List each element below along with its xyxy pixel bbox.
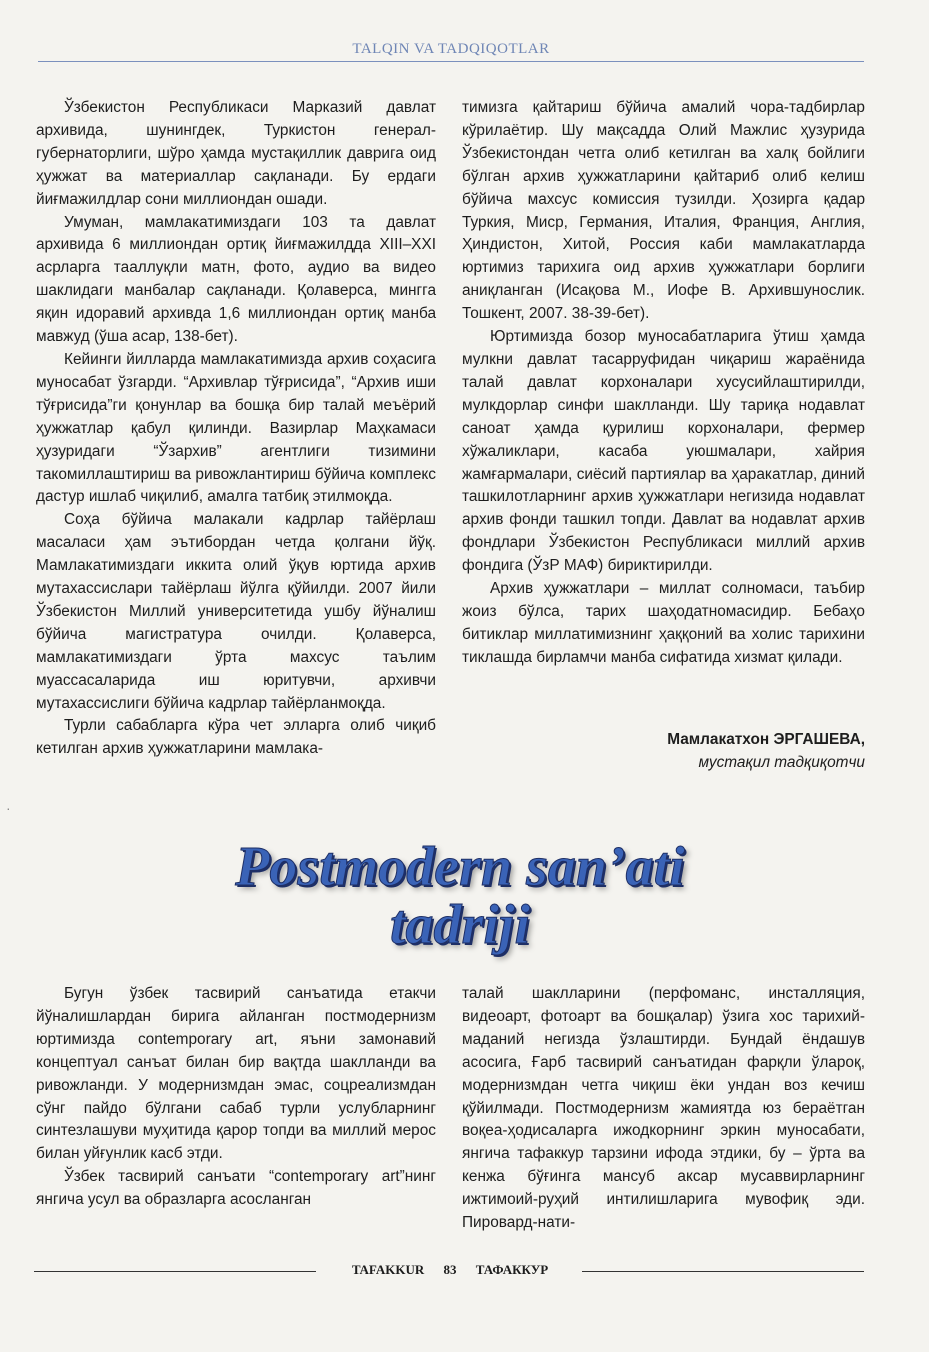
journal-name-latin: TAFAKKUR [351,1262,425,1277]
page-number: 83 [443,1262,457,1277]
paragraph: Умуман, мамлакатимиздаги 103 та давлат архивида 6 миллиондан ортиқ йиғмажилдда XIII–XXI асрларга тааллуқли матн, фото, аудио ва видео шаклидаги манбалар сақланади. Қолаверса, мингга яқин идоравий архивда 1,6 миллиондан ортиқ манба мавжуд (ўша асар, 138-бет). [36,213,436,346]
title-line: tadriji [389,894,531,956]
header-rule [38,61,864,62]
page-footer [34,1262,864,1282]
paragraph: Архив ҳужжатлари – миллат солномаси, таъбир жоиз бўлса, тарих шаҳодатномасидир. Бебаҳо битиклар миллатимизнинг ҳаққоний ва холис тарихини тиклашда бирламчи манба сифатида хизмат қилади. [462,580,865,666]
paragraph: Ўзбекистон Республикаси Марказий давлат архивида, шунингдек, Туркистон генерал-губернаторлиги, шўро ҳамда мустақиллик даврига оид ҳужжат ва материаллар сақланади. Бу ердаги йиғмажилдлар сони миллиондан ошади. [36,99,436,208]
article1-right-column [462,97,865,670]
paragraph: тимизга қайтариш бўйича амалий чора-тадбирлар кўрилаётир. Шу мақсадда Олий Мажлис ҳузурида Ўзбекистондан четга олиб кетилган ва халқ бойлиги бўлган архив ҳужжатларини қайтариб олиб келиш бўйича махсус комиссия тузилди. Ҳозирга қадар Туркия, Миср, Германия, Италия, Франция, Англия, Ҳиндистон, Хитой, Россия каби мамлакатларда юртимиз тарихига оид архив ҳужжатлари борлиги аниқланган (Исақова М., Иофе В. Архившунослик. Тошкент, 2007. 38-39-бет). [462,99,865,323]
article1-left-column [36,97,436,761]
footer-text [322,1262,578,1278]
paragraph: Кейинги йилларда мамлакатимизда архив соҳасига муносабат ўзгарди. “Архивлар тўғрисида”, “Архив иши тўғрисида”ги қонунлар ва бошқа бир талай меъёрий ҳужжатлар қабул қилинди. Вазирлар Маҳкамаси ҳузуридаги “Ўзархив” агентлиги тизимини такомиллаштириш ва ривожлантириш бўйича комплекс дастур ишлаб чиқилиб, амалга татбиқ этилмоқда. [36,350,436,506]
running-header [38,40,864,62]
article2-right-column [462,983,865,1235]
author-role: мустақил тадқиқотчи [698,753,865,771]
paragraph: Ўзбек тасвирий санъати “contemporary art”нинг янгича усул ва образларга асосланган [36,1168,436,1209]
article2-left-column [36,983,436,1212]
section-title: TALQIN VA TADQIQOTLAR [352,41,550,57]
margin-mark: · [6,800,11,816]
article-title [180,838,740,954]
paragraph: Соҳа бўйича малакали кадрлар тайёрлаш масаласи ҳам эътибордан четда қолгани йўқ. Мамлакатимиздаги иккита олий ўқув юртида архив мутахассислари тайёрлаш йўлга қўйилди. 2007 йили Ўзбекистон Миллий университетида ушбу йўналиш бўйича магистратура очилди. Қолаверса, мамлакатимиздаги ўрта махсус таълим муассасаларида иш юритувчи, архивчи мутахассислиги бўйича кадрлар тайёрланмоқда. [36,511,436,712]
paragraph: Юртимизда бозор муносабатларига ўтиш ҳамда мулкни давлат тасарруфидан чиқариш жараёнида талай давлат корхоналари хусусийлаштирилди, мулкдорлар синфи шаклланди. Шу тариқа нодавлат саноат ҳамда қурилиш корхоналари, фермер хўжаликлари, касаба уюшмалари, хайрия жамғармалари, сиёсий партиялар ва ҳаракатлар, диний ташкилотларнинг архив ҳужжатлари негизида нодавлат архив фонди ташкил топди. Давлат ва нодавлат архив фондлари Ўзбекистон Республикаси миллий архив фондига (ЎзР МАФ) бириктирилди. [462,328,865,575]
journal-name-cyrillic: ТАФАККУР [475,1262,549,1277]
paragraph: талай шаклларини (перфоманс, инсталляция, видеоарт, фотоарт ва бошқалар) ўзига хос тарихий-маданий негизда ўзлаштирди. Бундай ёндашув асосига, Ғарб тасвирий санъатидан фарқли ўлароқ, модернизмдан четга чиқиш ёки ундан воз кечиш қўйилмади. Постмодернизм жамиятда юз бераётган воқеа-ҳодисаларга ижодкорнинг эркин муносабати, янгича тафаккур тарзини ифода этдики, бу – ўрта ва кенжа бўғинга мансуб аксар мусаввирларнинг ижтимоий-руҳий интилишларига мувофиқ эди. Пировард-нати- [462,985,865,1232]
footer-rule-right [582,1271,864,1272]
author-name: Мамлакатхон ЭРГАШЕВА, [667,731,865,748]
paragraph: Турли сабабларга кўра чет элларга олиб чиқиб кетилган архив ҳужжатларини мамлака- [36,717,436,758]
title-line: Postmodern san’ati [235,836,685,898]
paragraph: Бугун ўзбек тасвирий санъатида етакчи йўналишлардан бирига айланган постмодернизм юртимизда contemporary art, яъни замонавий концептуал санъат билан бир вақтда шаклланди ва ривожланди. У модернизмдан эмас, соцреализмдан сўнг пайдо бўлгани сабаб турли услубларнинг синтезлашуви муҳитида қарор топди ва миллий мерос билан уйғунлик касб этди. [36,985,436,1163]
author-signature [462,729,865,775]
footer-rule-left [34,1271,316,1272]
